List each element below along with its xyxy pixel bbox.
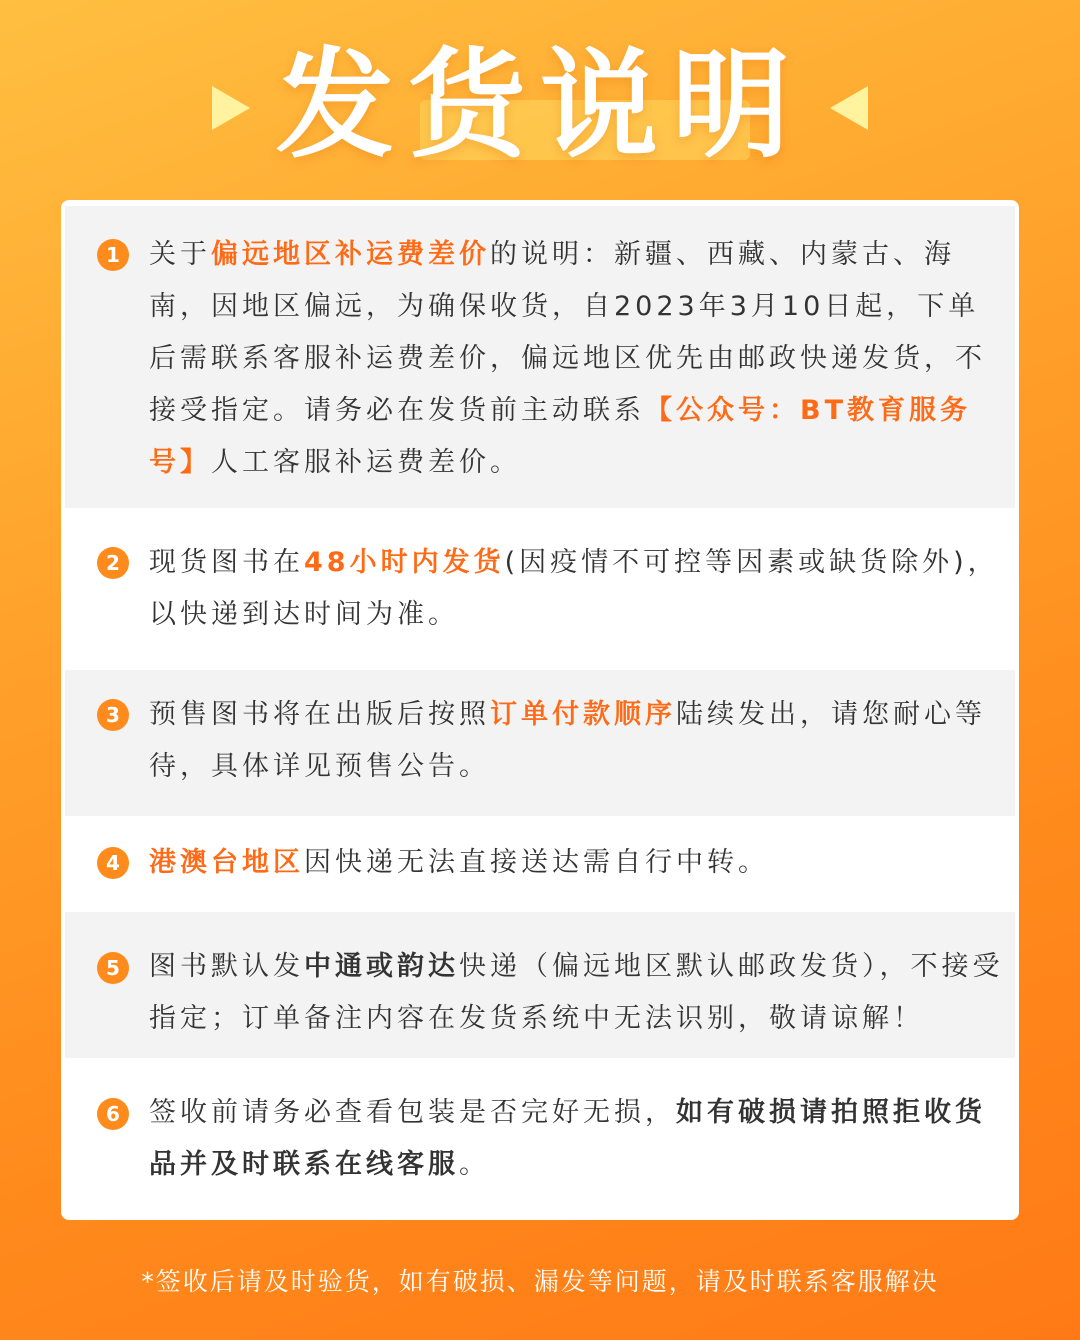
text-segment: 图书默认发 [149, 951, 304, 982]
text-segment: 人工客服补运费差价。 [211, 447, 521, 478]
note-text [149, 1087, 1009, 1191]
highlight-text: 偏远地区补运费差价 [211, 239, 490, 270]
text-segment: 快递（偏远地区默认邮政发货），不接受指定；订单备注内容在发货系统中无法识别，敬请谅解！ [149, 951, 1004, 1034]
bold-text: 如有破损请拍照拒收货品并及时联系在线客服 [149, 1097, 986, 1180]
text-segment: 关于 [149, 239, 211, 270]
number-badge: 4 [97, 847, 129, 879]
note-text [149, 941, 1009, 1045]
text-segment: 现货图书在 [149, 547, 304, 578]
highlight-text: 【公众号：BT教育服务号】 [149, 395, 971, 478]
number-badge: 3 [97, 699, 129, 731]
bold-text: 中通或韵达 [304, 951, 459, 982]
note-item-1 [65, 206, 1015, 508]
footer-note: *签收后请及时验货，如有破损、漏发等问题，请及时联系客服解决 [141, 1267, 939, 1296]
note-text [149, 689, 1009, 793]
highlight-text: 48小时内发货 [304, 547, 505, 578]
text-segment: 的说明：新疆、西藏、内蒙古、海南，因地区偏远，为确保收货，自2023年3月10日起，下单后需联系客服补运费差价，偏远地区优先由邮政快递发货，不接受指定。请务必在发货前主动联系 [149, 239, 986, 426]
highlight-text: 订单付款顺序 [490, 699, 676, 730]
number-badge: 5 [97, 952, 129, 984]
text-segment: 陆续发出，请您耐心等待，具体详见预售公告。 [149, 699, 986, 782]
text-segment: 因快递无法直接送达需自行中转。 [304, 847, 769, 878]
text-segment: (因疫情不可控等因素或缺货除外)，以快递到达时间为准。 [149, 547, 999, 630]
note-item-5 [65, 912, 1015, 1058]
page-title: 发货说明 [275, 36, 804, 174]
highlight-text: 港澳台地区 [149, 847, 304, 878]
number-badge: 1 [97, 239, 129, 271]
note-text [149, 537, 1009, 641]
number-badge: 6 [97, 1098, 129, 1130]
note-item-3 [65, 670, 1015, 816]
triangle-left-icon [830, 86, 868, 130]
shipping-notes-card [61, 200, 1019, 1220]
text-segment: 。 [459, 1149, 490, 1180]
header [0, 30, 1080, 180]
note-item-2 [65, 508, 1015, 670]
note-text [149, 229, 1009, 489]
note-item-4 [65, 816, 1015, 912]
text-segment: 预售图书将在出版后按照 [149, 699, 490, 730]
number-badge: 2 [97, 547, 129, 579]
note-text [149, 837, 1009, 889]
text-segment: 签收前请务必查看包装是否完好无损， [149, 1097, 676, 1128]
note-item-6 [65, 1058, 1015, 1214]
